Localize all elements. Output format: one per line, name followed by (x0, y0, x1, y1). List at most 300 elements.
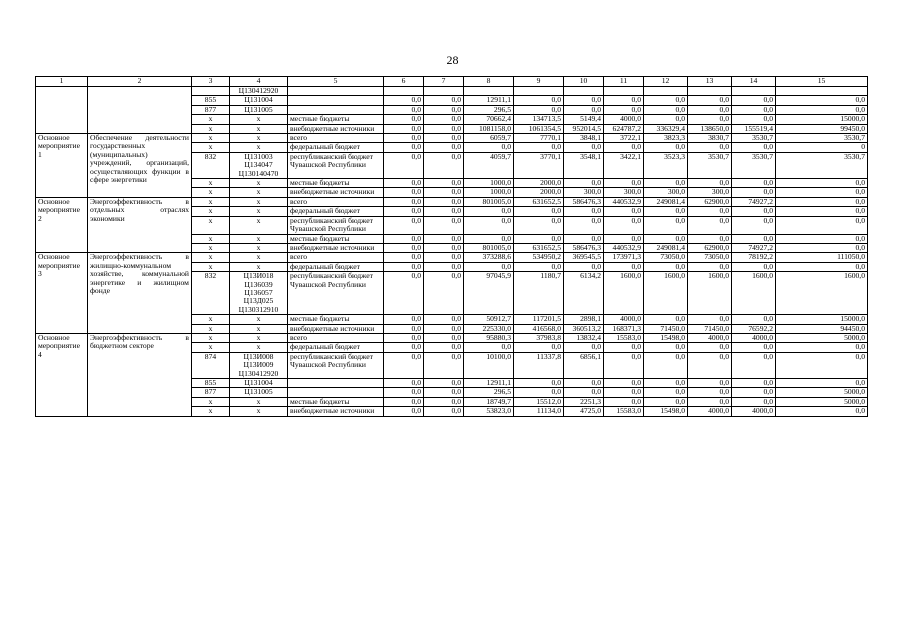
grbs-cell: 877 (192, 388, 230, 397)
amount-cell (384, 87, 424, 96)
funding-source-cell: местные бюджеты (288, 234, 384, 243)
amount-cell: 0,0 (424, 333, 464, 342)
amount-cell (688, 87, 732, 96)
budget-code-cell: x (230, 115, 288, 124)
grbs-cell: x (192, 253, 230, 262)
amount-cell: 0,0 (384, 197, 424, 206)
amount-cell: 0,0 (688, 207, 732, 216)
amount-cell: 0,0 (604, 207, 644, 216)
amount-cell: 3530,7 (732, 152, 776, 178)
amount-cell: 0,0 (732, 115, 776, 124)
amount-cell: 0,0 (732, 315, 776, 324)
amount-cell: 5149,4 (564, 115, 604, 124)
table-row (36, 87, 868, 96)
amount-cell: 0,0 (776, 407, 868, 416)
amount-cell: 0,0 (384, 352, 424, 378)
amount-cell (604, 87, 644, 96)
amount-cell: 0,0 (604, 379, 644, 388)
amount-cell: 801005,0 (464, 197, 514, 206)
amount-cell: 0,0 (776, 179, 868, 188)
measure-title-cell: Обеспечение деятельности государственных (муниципальных) учреждений, организаций, осуществляющих функции в сфере энергетики (88, 134, 192, 198)
amount-cell: 0,0 (384, 253, 424, 262)
grbs-cell: x (192, 115, 230, 124)
amount-cell: 0,0 (564, 262, 604, 271)
amount-cell: 369545,5 (564, 253, 604, 262)
amount-cell: 0,0 (688, 216, 732, 234)
amount-cell: 0,0 (384, 96, 424, 105)
amount-cell: 0,0 (424, 388, 464, 397)
amount-cell: 0,0 (514, 262, 564, 271)
grbs-cell: x (192, 243, 230, 252)
amount-cell: 3830,7 (688, 134, 732, 143)
amount-cell: 0,0 (644, 216, 688, 234)
amount-cell: 15498,0 (644, 407, 688, 416)
column-number-cell: 15 (776, 77, 868, 87)
table-row (36, 134, 868, 143)
amount-cell: 0,0 (464, 207, 514, 216)
budget-code-cell: x (230, 207, 288, 216)
amount-cell: 0,0 (384, 234, 424, 243)
funding-source-cell: местные бюджеты (288, 315, 384, 324)
funding-source-cell: внебюджетные источники (288, 188, 384, 197)
amount-cell: 0,0 (688, 315, 732, 324)
amount-cell: 0,0 (644, 143, 688, 152)
grbs-cell: x (192, 216, 230, 234)
amount-cell: 0,0 (732, 216, 776, 234)
amount-cell: 534950,2 (514, 253, 564, 262)
grbs-cell: 832 (192, 152, 230, 178)
amount-cell: 0,0 (564, 379, 604, 388)
amount-cell: 15583,0 (604, 407, 644, 416)
amount-cell: 0,0 (424, 272, 464, 315)
amount-cell: 0,0 (514, 207, 564, 216)
grbs-cell (192, 87, 230, 96)
table-row (36, 333, 868, 342)
funding-source-cell: внебюджетные источники (288, 124, 384, 133)
amount-cell: 0,0 (776, 379, 868, 388)
amount-cell: 6856,1 (564, 352, 604, 378)
funding-source-cell (288, 379, 384, 388)
amount-cell: 440532,9 (604, 243, 644, 252)
grbs-cell: x (192, 343, 230, 352)
amount-cell: 0,0 (688, 379, 732, 388)
table-row (36, 253, 868, 262)
amount-cell: 3530,7 (776, 152, 868, 178)
amount-cell: 0,0 (732, 179, 776, 188)
amount-cell: 4000,0 (732, 333, 776, 342)
amount-cell: 0,0 (688, 262, 732, 271)
amount-cell: 0,0 (424, 179, 464, 188)
grbs-cell: x (192, 262, 230, 271)
amount-cell: 0,0 (514, 216, 564, 234)
amount-cell: 0,0 (384, 207, 424, 216)
grbs-cell: x (192, 407, 230, 416)
amount-cell: 0,0 (514, 96, 564, 105)
amount-cell: 249081,4 (644, 197, 688, 206)
amount-cell: 1000,0 (464, 179, 514, 188)
amount-cell: 0,0 (688, 143, 732, 152)
amount-cell: 0,0 (644, 343, 688, 352)
amount-cell: 1180,7 (514, 272, 564, 315)
amount-cell: 0 (776, 143, 868, 152)
amount-cell: 0,0 (604, 96, 644, 105)
grbs-cell: 874 (192, 352, 230, 378)
grbs-cell: x (192, 143, 230, 152)
amount-cell: 0,0 (732, 343, 776, 352)
amount-cell: 1061354,5 (514, 124, 564, 133)
amount-cell: 3722,1 (604, 134, 644, 143)
amount-cell: 0,0 (384, 262, 424, 271)
amount-cell (644, 87, 688, 96)
amount-cell: 2898,1 (564, 315, 604, 324)
amount-cell: 296,5 (464, 388, 514, 397)
amount-cell: 5000,0 (776, 397, 868, 406)
amount-cell: 0,0 (384, 379, 424, 388)
amount-cell: 0,0 (514, 388, 564, 397)
amount-cell: 0,0 (424, 197, 464, 206)
column-number-cell: 9 (514, 77, 564, 87)
funding-source-cell: федеральный бюджет (288, 207, 384, 216)
amount-cell: 0,0 (776, 352, 868, 378)
budget-code-cell: Ц131005 (230, 105, 288, 114)
amount-cell: 0,0 (424, 352, 464, 378)
amount-cell: 0,0 (776, 96, 868, 105)
amount-cell: 0,0 (384, 397, 424, 406)
amount-cell: 1600,0 (644, 272, 688, 315)
funding-source-cell: внебюджетные источники (288, 324, 384, 333)
budget-code-cell: x (230, 243, 288, 252)
grbs-cell: 877 (192, 105, 230, 114)
amount-cell: 0,0 (424, 216, 464, 234)
amount-cell: 0,0 (776, 188, 868, 197)
amount-cell: 0,0 (564, 143, 604, 152)
budget-code-cell: x (230, 124, 288, 133)
amount-cell: 3422,1 (604, 152, 644, 178)
amount-cell: 2000,0 (514, 179, 564, 188)
amount-cell: 3530,7 (776, 134, 868, 143)
amount-cell (564, 87, 604, 96)
amount-cell: 3530,7 (688, 152, 732, 178)
funding-source-cell: федеральный бюджет (288, 343, 384, 352)
amount-cell: 0,0 (464, 143, 514, 152)
amount-cell: 0,0 (424, 234, 464, 243)
amount-cell: 18749,7 (464, 397, 514, 406)
budget-code-cell: x (230, 197, 288, 206)
amount-cell: 4000,0 (604, 315, 644, 324)
amount-cell: 360513,2 (564, 324, 604, 333)
amount-cell: 6134,2 (564, 272, 604, 315)
amount-cell: 0,0 (776, 243, 868, 252)
amount-cell: 586476,3 (564, 243, 604, 252)
amount-cell: 586476,3 (564, 197, 604, 206)
budget-table (35, 76, 868, 417)
amount-cell: 0,0 (384, 134, 424, 143)
amount-cell: 0,0 (644, 115, 688, 124)
amount-cell: 0,0 (424, 115, 464, 124)
amount-cell: 631652,5 (514, 243, 564, 252)
amount-cell: 5000,0 (776, 333, 868, 342)
funding-source-cell: федеральный бюджет (288, 262, 384, 271)
budget-code-cell: Ц13И018 Ц136039 Ц136057 Ц13Д025 Ц130312910 (230, 272, 288, 315)
budget-code-cell: x (230, 134, 288, 143)
amount-cell: 168371,3 (604, 324, 644, 333)
funding-source-cell: всего (288, 333, 384, 342)
budget-code-cell: x (230, 407, 288, 416)
amount-cell: 3823,3 (644, 134, 688, 143)
amount-cell: 111050,0 (776, 253, 868, 262)
amount-cell: 15583,0 (604, 333, 644, 342)
amount-cell: 0,0 (384, 243, 424, 252)
amount-cell: 50912,7 (464, 315, 514, 324)
amount-cell: 0,0 (384, 333, 424, 342)
amount-cell: 0,0 (424, 324, 464, 333)
amount-cell: 4000,0 (688, 407, 732, 416)
amount-cell: 0,0 (424, 105, 464, 114)
amount-cell: 0,0 (464, 343, 514, 352)
amount-cell: 296,5 (464, 105, 514, 114)
amount-cell: 2000,0 (514, 188, 564, 197)
amount-cell: 0,0 (644, 388, 688, 397)
amount-cell: 0,0 (644, 96, 688, 105)
amount-cell: 155519,4 (732, 124, 776, 133)
amount-cell: 300,0 (688, 188, 732, 197)
amount-cell: 1081158,0 (464, 124, 514, 133)
grbs-cell: x (192, 197, 230, 206)
grbs-cell: x (192, 234, 230, 243)
amount-cell: 74927,2 (732, 243, 776, 252)
amount-cell: 0,0 (384, 188, 424, 197)
amount-cell: 74927,2 (732, 197, 776, 206)
amount-cell: 73050,0 (688, 253, 732, 262)
column-number-cell: 14 (732, 77, 776, 87)
amount-cell: 15498,0 (644, 333, 688, 342)
amount-cell: 0,0 (514, 234, 564, 243)
amount-cell: 4000,0 (604, 115, 644, 124)
amount-cell: 3548,1 (564, 152, 604, 178)
grbs-cell: x (192, 134, 230, 143)
amount-cell: 0,0 (424, 96, 464, 105)
budget-code-cell: x (230, 234, 288, 243)
amount-cell: 0,0 (564, 179, 604, 188)
amount-cell: 95880,3 (464, 333, 514, 342)
funding-source-cell: республиканский бюджет Чувашской Республики (288, 352, 384, 378)
budget-code-cell: Ц131003 Ц134047 Ц130140470 (230, 152, 288, 178)
column-number-cell: 7 (424, 77, 464, 87)
amount-cell: 15000,0 (776, 115, 868, 124)
column-number-cell: 10 (564, 77, 604, 87)
amount-cell: 0,0 (604, 234, 644, 243)
budget-code-cell: Ц13И008 Ц13И009 Ц130412920 (230, 352, 288, 378)
funding-source-cell: внебюджетные источники (288, 243, 384, 252)
amount-cell: 0,0 (384, 105, 424, 114)
amount-cell: 0,0 (732, 379, 776, 388)
budget-code-cell: x (230, 397, 288, 406)
funding-source-cell: всего (288, 134, 384, 143)
amount-cell: 0,0 (514, 379, 564, 388)
amount-cell: 0,0 (464, 216, 514, 234)
amount-cell: 416568,0 (514, 324, 564, 333)
amount-cell: 0,0 (644, 352, 688, 378)
amount-cell: 0,0 (514, 105, 564, 114)
column-number-cell: 2 (88, 77, 192, 87)
column-number-cell: 11 (604, 77, 644, 87)
amount-cell: 0,0 (732, 262, 776, 271)
budget-code-cell: x (230, 253, 288, 262)
funding-source-cell: республиканский бюджет Чувашской Республики (288, 152, 384, 178)
amount-cell: 0,0 (424, 343, 464, 352)
budget-code-cell: x (230, 179, 288, 188)
amount-cell: 4000,0 (688, 333, 732, 342)
amount-cell: 0,0 (732, 105, 776, 114)
amount-cell: 2251,3 (564, 397, 604, 406)
measure-name-cell: Основное мероприятие 1 (36, 134, 88, 198)
amount-cell: 1000,0 (464, 188, 514, 197)
amount-cell: 7770,1 (514, 134, 564, 143)
funding-source-cell (288, 105, 384, 114)
measure-title-cell: Энергоэффективность в бюджетном секторе (88, 333, 192, 416)
measure-title-cell: Энергоэффективность в жилищно-коммунальном хозяйстве, коммунальной энергетике и жилищном фонде (88, 253, 192, 334)
amount-cell: 0,0 (564, 96, 604, 105)
amount-cell: 0,0 (384, 324, 424, 333)
grbs-cell: 855 (192, 96, 230, 105)
budget-code-cell: x (230, 333, 288, 342)
amount-cell: 0,0 (688, 179, 732, 188)
amount-cell: 0,0 (604, 143, 644, 152)
amount-cell: 0,0 (776, 343, 868, 352)
grbs-cell: x (192, 179, 230, 188)
amount-cell: 4000,0 (732, 407, 776, 416)
column-number-cell: 8 (464, 77, 514, 87)
amount-cell: 0,0 (424, 134, 464, 143)
column-number-cell: 3 (192, 77, 230, 87)
budget-code-cell: x (230, 262, 288, 271)
amount-cell: 0,0 (384, 179, 424, 188)
funding-source-cell: всего (288, 197, 384, 206)
amount-cell: 0,0 (384, 407, 424, 416)
column-number-cell: 6 (384, 77, 424, 87)
amount-cell: 0,0 (564, 207, 604, 216)
amount-cell: 0,0 (604, 262, 644, 271)
page-number: 28 (446, 53, 459, 67)
amount-cell: 0,0 (688, 115, 732, 124)
amount-cell (776, 87, 868, 96)
amount-cell: 4059,7 (464, 152, 514, 178)
amount-cell: 11134,0 (514, 407, 564, 416)
amount-cell: 0,0 (732, 397, 776, 406)
amount-cell: 0,0 (564, 388, 604, 397)
amount-cell: 0,0 (776, 262, 868, 271)
amount-cell: 73050,0 (644, 253, 688, 262)
amount-cell: 99450,0 (776, 124, 868, 133)
amount-cell: 0,0 (732, 143, 776, 152)
amount-cell: 249081,4 (644, 243, 688, 252)
amount-cell: 53823,0 (464, 407, 514, 416)
measure-name-cell: Основное мероприятие 4 (36, 333, 88, 416)
amount-cell (464, 87, 514, 96)
amount-cell: 0,0 (464, 234, 514, 243)
amount-cell: 10100,0 (464, 352, 514, 378)
budget-code-cell: x (230, 343, 288, 352)
amount-cell: 6059,7 (464, 134, 514, 143)
amount-cell: 0,0 (424, 315, 464, 324)
amount-cell: 0,0 (776, 216, 868, 234)
amount-cell: 11337,8 (514, 352, 564, 378)
amount-cell: 0,0 (644, 207, 688, 216)
amount-cell: 0,0 (384, 315, 424, 324)
grbs-cell: x (192, 188, 230, 197)
amount-cell: 1600,0 (732, 272, 776, 315)
amount-cell (424, 87, 464, 96)
amount-cell: 0,0 (384, 115, 424, 124)
funding-source-cell: федеральный бюджет (288, 143, 384, 152)
column-number-cell: 4 (230, 77, 288, 87)
amount-cell: 0,0 (604, 179, 644, 188)
amount-cell: 300,0 (644, 188, 688, 197)
table-row (36, 197, 868, 206)
amount-cell: 0,0 (514, 343, 564, 352)
amount-cell: 0,0 (776, 234, 868, 243)
amount-cell: 0,0 (688, 397, 732, 406)
amount-cell: 78192,2 (732, 253, 776, 262)
amount-cell: 94450,0 (776, 324, 868, 333)
amount-cell: 4725,0 (564, 407, 604, 416)
amount-cell: 13832,4 (564, 333, 604, 342)
budget-code-cell: x (230, 143, 288, 152)
amount-cell: 440532,9 (604, 197, 644, 206)
amount-cell: 0,0 (688, 388, 732, 397)
amount-cell: 5000,0 (776, 388, 868, 397)
amount-cell: 0,0 (688, 234, 732, 243)
amount-cell: 0,0 (424, 397, 464, 406)
funding-source-cell (288, 388, 384, 397)
amount-cell: 0,0 (384, 152, 424, 178)
amount-cell: 62900,0 (688, 197, 732, 206)
amount-cell: 0,0 (688, 105, 732, 114)
amount-cell: 0,0 (732, 388, 776, 397)
measure-name-cell: Основное мероприятие 3 (36, 253, 88, 334)
amount-cell: 0,0 (604, 216, 644, 234)
amount-cell: 801005,0 (464, 243, 514, 252)
amount-cell: 0,0 (604, 343, 644, 352)
grbs-cell: x (192, 333, 230, 342)
amount-cell: 631652,5 (514, 197, 564, 206)
amount-cell: 0,0 (776, 207, 868, 216)
amount-cell: 336329,4 (644, 124, 688, 133)
budget-code-cell: x (230, 216, 288, 234)
funding-source-cell: республиканский бюджет Чувашской Республики (288, 272, 384, 315)
amount-cell: 0,0 (732, 207, 776, 216)
amount-cell: 952014,5 (564, 124, 604, 133)
amount-cell: 0,0 (384, 143, 424, 152)
amount-cell: 0,0 (688, 352, 732, 378)
grbs-cell: x (192, 315, 230, 324)
grbs-cell: x (192, 397, 230, 406)
funding-source-cell (288, 87, 384, 96)
funding-source-cell: местные бюджеты (288, 397, 384, 406)
amount-cell: 0,0 (644, 179, 688, 188)
amount-cell: 0,0 (384, 388, 424, 397)
amount-cell: 3770,1 (514, 152, 564, 178)
amount-cell: 0,0 (644, 105, 688, 114)
amount-cell: 1600,0 (688, 272, 732, 315)
amount-cell: 1600,0 (776, 272, 868, 315)
funding-source-cell: внебюджетные источники (288, 407, 384, 416)
amount-cell: 300,0 (564, 188, 604, 197)
grbs-cell: x (192, 207, 230, 216)
amount-cell (514, 87, 564, 96)
amount-cell: 0,0 (384, 124, 424, 133)
amount-cell: 0,0 (384, 272, 424, 315)
